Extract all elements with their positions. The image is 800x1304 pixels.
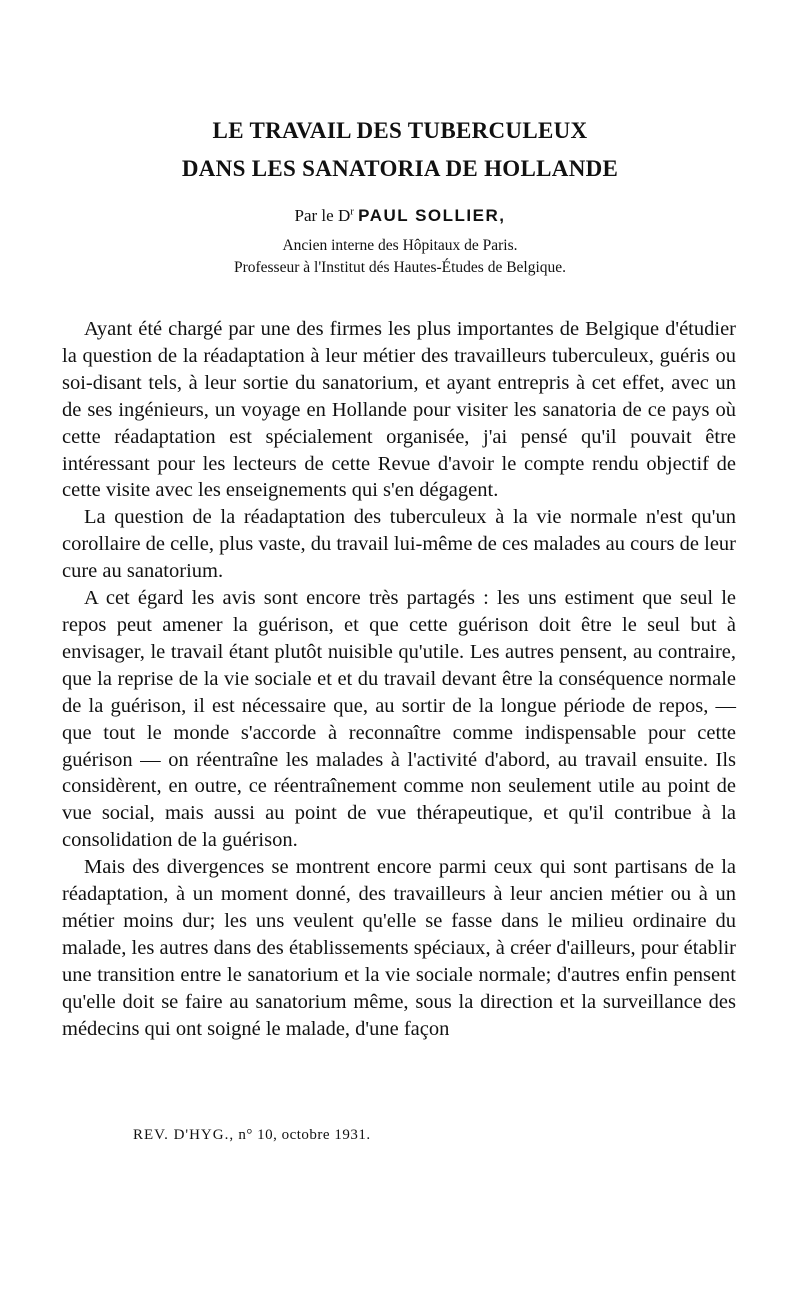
article-body bbox=[62, 316, 736, 1042]
affiliation-1: Ancien interne des Hôpitaux de Paris. bbox=[282, 237, 518, 254]
byline-prefix: Par le D bbox=[294, 206, 351, 225]
paragraph-1: Ayant été chargé par une des firmes les plus importantes de Belgique d'étudier la question de la réadaptation à leur métier des travailleurs tuberculeux, guéris ou soi-disant tels, à leur sortie du sanatorium, et ayant entrepris à cet effet, avec un de ses ingénieurs, un voyage en Hollande pour visiter les sanatoria de ce pays où cette réadaptation est spécialement organisée, j'ai pensé qu'il pouvait être intéressant pour les lecteurs de cette Revue d'avoir le compte rendu objectif de cette visite avec les enseignements qui s'en dégagent. bbox=[62, 318, 736, 502]
paragraph-3: A cet égard les avis sont encore très partagés : les uns estiment que seul le repos peut amener la guérison, et que cette guérison doit être le seul but à envisager, le travail étant plutôt nuisible qu'utile. Les autres pensent, au contraire, que la reprise de la vie sociale et et du travail devant être la conséquence normale de la guérison, il est nécessaire que, au sortir de la longue période de repos, — que tout le monde s'accorde à reconnaître comme indispensable pour cette guérison — on réentraîne les malades à l'activité d'abord, au travail ensuite. Ils considèrent, en outre, ce réentraînement comme non seulement utile au point de vue social, mais aussi au point de vue thérapeutique, et qu'il contribue à la consolidation de la guérison. bbox=[62, 587, 736, 852]
byline bbox=[0, 206, 800, 226]
footer-issue: n° 10, octobre 1931. bbox=[238, 1127, 371, 1143]
footer-journal: REV. D'HYG., bbox=[133, 1127, 235, 1143]
article-title-line-1: LE TRAVAIL DES TUBERCULEUX bbox=[212, 118, 588, 143]
byline-prefix-sup: r bbox=[350, 205, 354, 218]
affiliation-2: Professeur à l'Institut dés Hautes-Études de Belgique. bbox=[233, 259, 567, 276]
article-title-line-2: DANS LES SANATORIA DE HOLLANDE bbox=[181, 156, 619, 181]
page-footer bbox=[133, 1127, 371, 1144]
author-name: PAUL SOLLIER, bbox=[358, 206, 506, 225]
paragraph-2: La question de la réadaptation des tuberculeux à la vie normale n'est qu'un corollaire de celle, plus vaste, du travail lui-même de ces malades au cours de leur cure au sanatorium. bbox=[62, 506, 736, 583]
paragraph-4: Mais des divergences se montrent encore parmi ceux qui sont partisans de la réadaptation, à un moment donné, des travailleurs à leur ancien métier ou à un métier moins dur; les uns veulent qu'elle se fasse dans le milieu ordinaire du malade, les autres dans des établissements spéciaux, à créer d'ailleurs, pour établir une transition entre le sanatorium et la vie sociale normale; d'autres enfin pensent qu'elle doit se faire au sanatorium même, sous la direction et la surveillance des médecins qui ont soigné le malade, d'une façon bbox=[62, 856, 736, 1040]
